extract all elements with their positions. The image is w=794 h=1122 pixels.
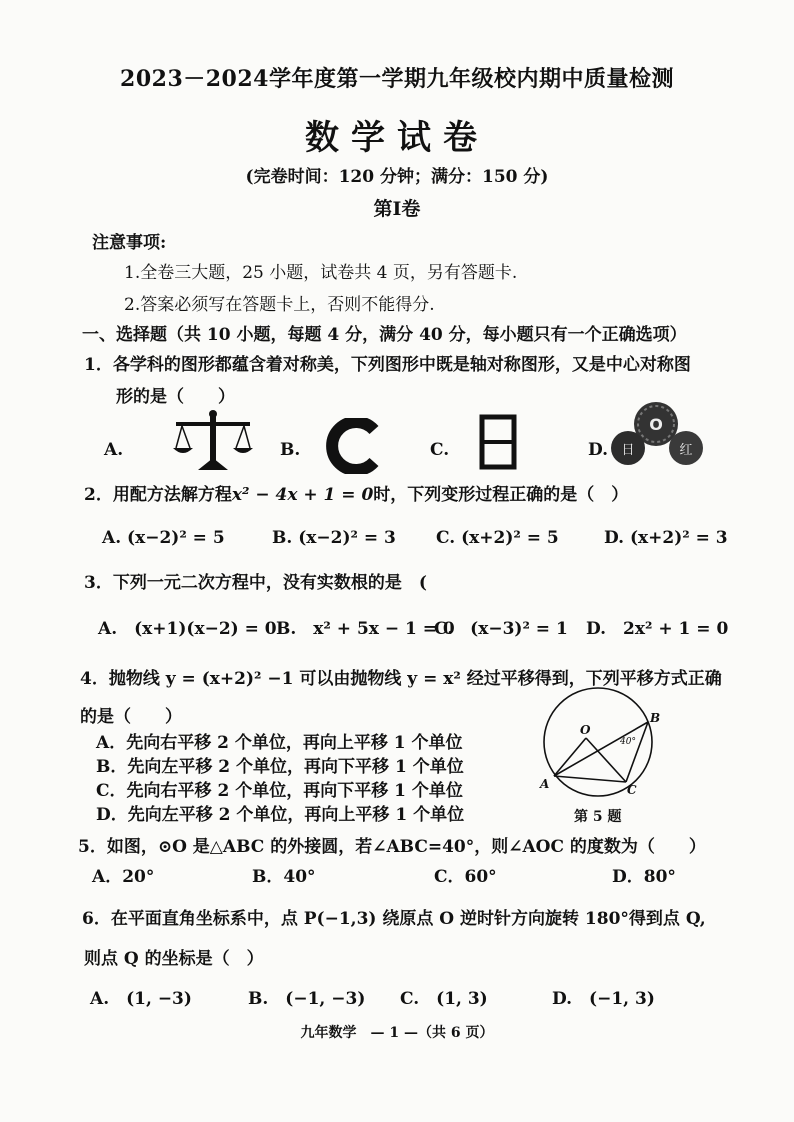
q4-option-d: D．先向左平移 2 个单位，再向上平移 1 个单位 <box>96 805 465 825</box>
coin-label-ri: 日 <box>621 443 635 458</box>
exam-title: 2023－2024学年度第一学期九年级校内期中质量检测 <box>120 66 674 92</box>
q2-stem-suffix: 时，下列变形过程正确的是（ ） <box>373 485 629 505</box>
coin-label-o: O <box>649 415 663 434</box>
label-o: O <box>580 723 591 737</box>
angle-label: 40° <box>620 737 636 747</box>
coins-icon <box>608 400 706 470</box>
q5-stem: 5．如图，⊙O 是△ABC 的外接圆，若∠ABC=40°，则∠AOC 的度数为（ ） <box>78 837 706 857</box>
letter-c-shape-icon <box>322 418 382 474</box>
note-item-2: 2.答案必须写在答题卡上，否则不能得分. <box>124 295 435 315</box>
page-footer: 九年数学 — 1 —（共 6 页） <box>300 1025 494 1041</box>
q6-stem-line2: 则点 Q 的坐标是（ ） <box>84 949 264 969</box>
q2-equation: x² − 4x + 1 = 0 <box>231 485 374 505</box>
q2-stem-prefix: 2．用配方法解方程 <box>84 485 232 505</box>
q6-stem-line1: 6．在平面直角坐标系中，点 P(−1,3) 绕原点 O 逆时针方向旋转 180°得到点 Q, <box>82 909 706 929</box>
q4-option-c: C．先向右平移 2 个单位，再向下平移 1 个单位 <box>96 781 463 801</box>
q6-option-d: D. (−1, 3) <box>552 989 655 1009</box>
exam-info: (完卷时间：120 分钟；满分：150 分) <box>245 167 549 187</box>
q1-stem-line2: 形的是（ ） <box>116 387 235 407</box>
figure-caption: 第 5 题 <box>574 809 622 825</box>
note-item-1: 1.全卷三大题，25 小题，试卷共 4 页，另有答题卡. <box>124 263 518 283</box>
balance-scale-icon <box>172 408 254 472</box>
volume-label: 第Ⅰ卷 <box>373 198 421 220</box>
q3-option-c: C. (x−3)² = 1 <box>434 619 568 639</box>
q5-option-c: C．60° <box>434 867 497 887</box>
notes-heading: 注意事项: <box>92 233 167 253</box>
label-b: B <box>650 711 661 725</box>
section-heading: 一、选择题（共 10 小题，每题 4 分，满分 40 分，每小题只有一个正确选项） <box>82 325 687 345</box>
subject-title: 数学试卷 <box>305 118 489 158</box>
q3-option-d: D. 2x² + 1 = 0 <box>586 619 729 639</box>
q2-option-c: C. (x+2)² = 5 <box>436 528 559 548</box>
q1-option-c: C. <box>430 440 450 460</box>
q1-option-d: D. <box>588 440 609 460</box>
q5-option-d: D．80° <box>612 867 676 887</box>
q4-option-b: B．先向左平移 2 个单位，再向下平移 1 个单位 <box>96 757 464 777</box>
q4-option-a: A．先向右平移 2 个单位，再向上平移 1 个单位 <box>96 733 463 753</box>
q6-option-b: B. (−1, −3) <box>248 989 366 1009</box>
q5-option-a: A．20° <box>92 867 155 887</box>
q1-option-b: B. <box>280 440 301 460</box>
coin-label-hong: 红 <box>679 443 693 458</box>
q2-option-a: A. (x−2)² = 5 <box>102 528 225 548</box>
q1-stem-line1: 1．各学科的图形都蕴含着对称美，下列图形中既是轴对称图形，又是中心对称图 <box>84 355 691 375</box>
q2-option-d: D. (x+2)² = 3 <box>604 528 728 548</box>
rectangle-frame-icon <box>478 414 518 470</box>
q3-option-b: B. x² + 5x − 1 = 0 <box>276 619 455 639</box>
q4-stem-line1: 4．抛物线 y = (x+2)² −1 可以由抛物线 y = x² 经过平移得到，下列平移方式正确 <box>80 669 722 689</box>
q4-stem-line2: 的是（ ） <box>80 707 182 727</box>
circle-triangle-figure <box>530 684 670 800</box>
q2-option-b: B. (x−2)² = 3 <box>272 528 396 548</box>
q6-option-c: C. (1, 3) <box>400 989 488 1009</box>
q2-stem <box>84 480 628 505</box>
q6-option-a: A. (1, −3) <box>90 989 192 1009</box>
label-c: C <box>627 783 637 797</box>
q1-option-a: A. <box>104 440 124 460</box>
q5-option-b: B．40° <box>252 867 316 887</box>
label-a: A <box>540 777 550 791</box>
q3-stem: 3．下列一元二次方程中，没有实数根的是 ( <box>84 573 427 593</box>
q3-option-a: A. (x+1)(x−2) = 0 <box>98 619 277 639</box>
